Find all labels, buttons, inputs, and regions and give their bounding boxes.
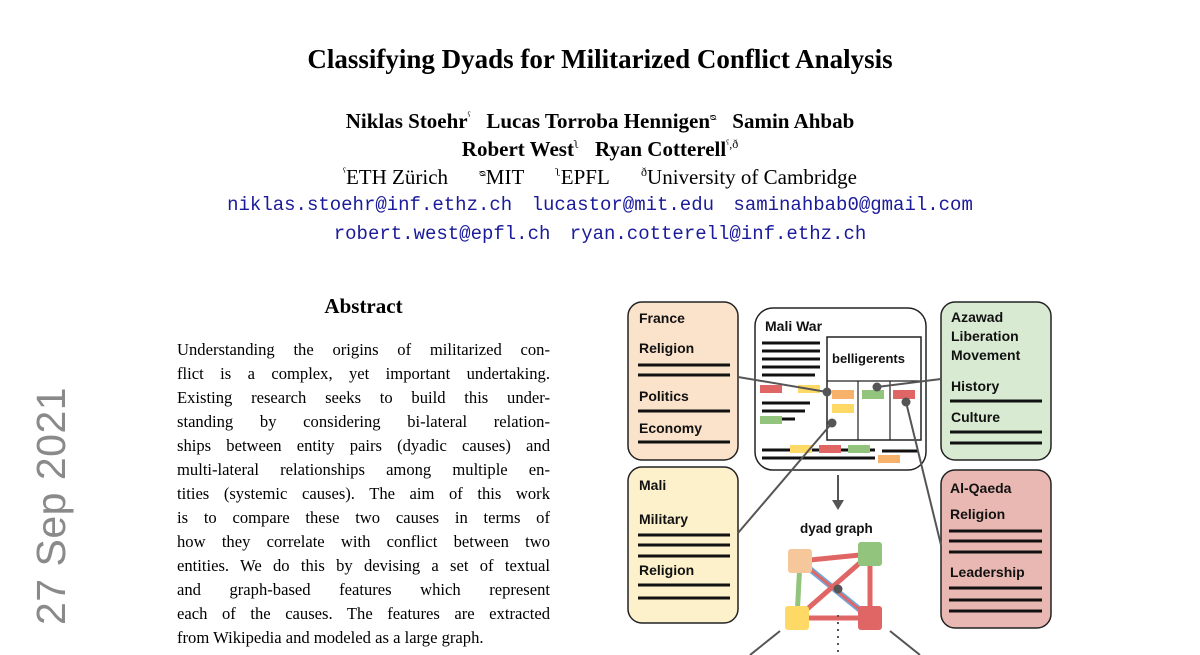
azawad-section-history: History [951, 378, 1000, 394]
abstract-line: each of the causes. The features are extracted [177, 604, 550, 623]
affiliation-mark: ð [641, 165, 648, 179]
affiliations [0, 165, 1200, 190]
author-name: Niklas Stoehr [345, 109, 468, 133]
arxiv-date-stamp: 27 Sep 2021 [28, 386, 74, 625]
dyad-graph-label: dyad graph [800, 521, 873, 536]
node-france [788, 549, 812, 573]
affiliation-mark: ᴓ [479, 165, 486, 179]
author-affiliation-mark: ˤ [467, 109, 471, 123]
email-link[interactable]: lucastor@mit.edu [531, 194, 715, 216]
alqaeda-section-leadership: Leadership [950, 564, 1025, 580]
abstract-line: ships between entity pairs (dyadic causes) and [177, 436, 550, 455]
affiliation-name: University of Cambridge [647, 165, 857, 189]
infobox-label: belligerents [832, 351, 905, 366]
mali-title: Mali [639, 477, 667, 493]
france-section-economy: Economy [639, 420, 703, 436]
author-name: Samin Ahbab [732, 109, 855, 133]
abstract-line: entities. We do this by devising a set of textual [177, 556, 550, 575]
abstract-line: and graph-based features which represent [177, 580, 550, 599]
abstract-line: is to compare these two causes in terms of [177, 508, 550, 527]
node-alqaeda [858, 606, 882, 630]
affiliation-name: ETH Zürich [345, 165, 449, 189]
azawad-section-culture: Culture [951, 409, 1000, 425]
abstract-line: standing by considering bi-lateral relation- [177, 412, 550, 431]
email-link[interactable]: saminahbab0@gmail.com [733, 194, 973, 216]
author-affiliation-mark: ʅ [573, 137, 580, 151]
abstract-line: tities (systemic causes). The aim of this work [177, 484, 550, 503]
node-azawad [858, 542, 882, 566]
down-arrow-head [832, 500, 844, 510]
authors-line-2 [0, 137, 1200, 162]
email-link[interactable]: ryan.cotterell@inf.ethz.ch [569, 223, 867, 245]
conflict-figure-svg [620, 295, 1060, 655]
azawad-title-line-2: Liberation [951, 328, 1019, 344]
abstract-line: how they correlate with conflict between two [177, 532, 550, 551]
france-section-politics: Politics [639, 388, 689, 404]
azawad-title-line-1: Azawad [951, 309, 1004, 325]
dyad-graph [750, 542, 920, 655]
author-name: Ryan Cotterell [594, 137, 727, 161]
author-name: Robert West [461, 137, 574, 161]
abstract-line: Existing research seeks to build this under- [177, 388, 550, 407]
author-affiliation-mark: ᴓ [710, 109, 717, 123]
email-link[interactable]: robert.west@epfl.ch [333, 223, 551, 245]
emails-line-1 [0, 194, 1200, 216]
abstract-line: Understanding the origins of militarized con- [177, 340, 550, 359]
azawad-title-line-3: Movement [951, 347, 1021, 363]
figure-1 [620, 295, 1060, 655]
affiliation-mark: ʅ [555, 165, 561, 179]
paper-title: Classifying Dyads for Militarized Conflict Analysis [307, 44, 893, 74]
alqaeda-title: Al-Qaeda [950, 480, 1012, 496]
authors-line-1 [0, 109, 1200, 134]
france-title: France [639, 310, 685, 326]
affiliation-mark: ˤ [343, 165, 346, 179]
affiliation-name: MIT [485, 165, 525, 189]
emails-line-2 [0, 223, 1200, 245]
mali-section-military: Military [639, 511, 689, 527]
mali-war-title: Mali War [765, 318, 823, 334]
author-affiliation-mark: ˤ,ð [726, 137, 739, 151]
alqaeda-section-religion: Religion [950, 506, 1006, 522]
abstract-line: flict is a complex, yet important undertaking. [177, 364, 550, 383]
abstract-line: multi-lateral relationships among multiple en- [177, 460, 550, 479]
email-link[interactable]: niklas.stoehr@inf.ethz.ch [227, 194, 513, 216]
abstract-line: from Wikipedia and modeled as a large graph. [177, 628, 484, 647]
author-name: Lucas Torroba Hennigen [486, 109, 711, 133]
affiliation-name: EPFL [560, 165, 610, 189]
abstract-body [177, 338, 550, 650]
abstract-heading: Abstract [324, 294, 403, 318]
mali-section-religion: Religion [639, 562, 695, 578]
france-section-religion: Religion [639, 340, 695, 356]
node-mali [785, 606, 809, 630]
